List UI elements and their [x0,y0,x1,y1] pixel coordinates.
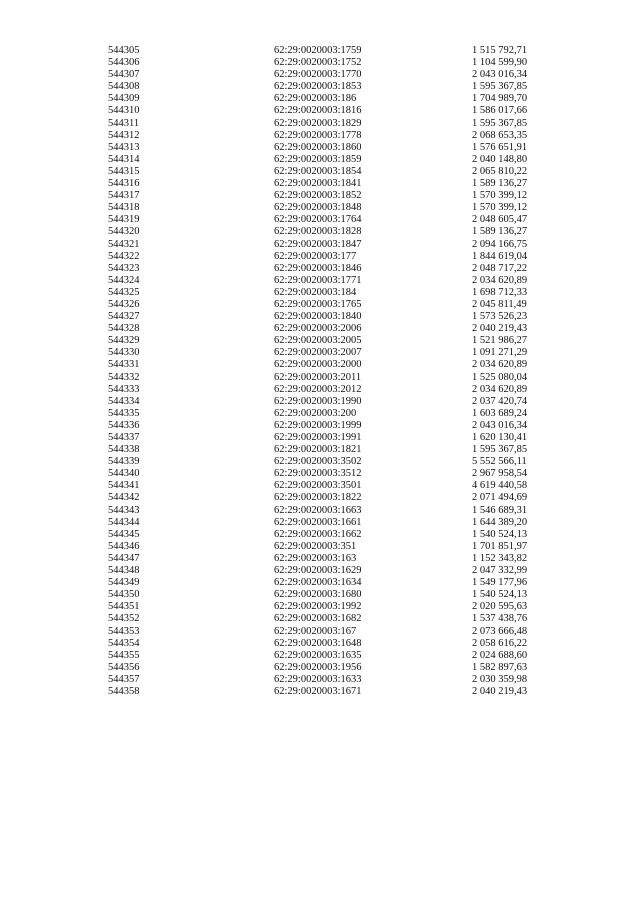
row-number-cell: 544346 [108,540,140,552]
cadastral-number-cell: 62:29:0020003:2005 [274,335,362,347]
cadastral-value-cell: 1 701 851,97 [472,540,528,552]
row-number-cell: 544333 [108,383,140,395]
table-row [108,118,548,130]
cadastral-number-cell: 62:29:0020003:1635 [274,649,362,661]
row-number-cell: 544330 [108,347,140,359]
row-number-cell: 544310 [108,105,140,117]
row-number-cell: 544345 [108,528,140,540]
table-row [108,577,548,589]
cadastral-value-cell: 1 540 524,13 [472,528,528,540]
row-number-cell: 544348 [108,565,140,577]
cadastral-number-cell: 62:29:0020003:1853 [274,81,362,93]
row-number-cell: 544323 [108,262,140,274]
cadastral-value-cell: 2 034 620,89 [472,383,528,395]
cadastral-value-cell: 1 537 438,76 [472,613,528,625]
table-row [108,384,548,396]
cadastral-value-cell: 2 967 958,54 [472,468,528,480]
cadastral-number-cell: 62:29:0020003:1680 [274,589,362,601]
cadastral-value-cell: 2 037 420,74 [472,395,528,407]
row-number-cell: 544312 [108,129,140,141]
table-row [108,468,548,480]
cadastral-number-cell: 62:29:0020003:2007 [274,347,362,359]
cadastral-value-cell: 1 091 271,29 [472,347,528,359]
table-row [108,408,548,420]
row-number-cell: 544356 [108,661,140,673]
cadastral-value-cell: 2 058 616,22 [472,637,528,649]
cadastral-value-cell: 2 045 811,49 [472,298,527,310]
cadastral-number-cell: 62:29:0020003:1752 [274,57,362,69]
table-row [108,190,548,202]
table-row [108,239,548,251]
table-row [108,638,548,650]
table-row [108,553,548,565]
cadastral-number-cell: 62:29:0020003:1682 [274,613,362,625]
row-number-cell: 544324 [108,274,140,286]
table-row [108,69,548,81]
table-row [108,650,548,662]
cadastral-value-cell: 2 024 688,60 [472,649,528,661]
table-row [108,202,548,214]
cadastral-value-cell: 2 040 219,43 [472,685,528,697]
table-row [108,505,548,517]
cadastral-value-cell: 1 595 367,85 [472,81,528,93]
cadastral-number-cell: 62:29:0020003:1771 [274,274,362,286]
table-row [108,444,548,456]
cadastral-value-cell: 2 048 717,22 [472,262,528,274]
row-number-cell: 544351 [108,601,140,613]
cadastral-value-cell: 1 620 130,41 [472,432,528,443]
cadastral-number-cell: 62:29:0020003:1991 [274,432,362,443]
row-number-cell: 544321 [108,238,140,250]
row-number-cell: 544319 [108,214,140,226]
cadastral-value-cell: 2 048 605,47 [472,214,528,226]
cadastral-number-cell: 62:29:0020003:1999 [274,419,362,431]
cadastral-number-cell: 62:29:0020003:1629 [274,565,362,577]
cadastral-value-cell: 1 515 792,71 [472,45,528,56]
cadastral-value-cell: 2 071 494,69 [472,492,528,504]
row-number-cell: 544332 [108,371,140,383]
cadastral-value-cell: 1 595 367,85 [472,117,528,129]
cadastral-number-cell: 62:29:0020003:1816 [274,105,362,117]
row-number-cell: 544343 [108,504,140,516]
table-row [108,214,548,226]
table-row [108,372,548,384]
row-number-cell: 544305 [108,45,140,56]
table-row [108,347,548,359]
cadastral-number-cell: 62:29:0020003:1663 [274,504,362,516]
cadastral-number-cell: 62:29:0020003:2012 [274,383,362,395]
cadastral-value-cell: 1 576 651,91 [472,141,528,153]
row-number-cell: 544327 [108,311,140,323]
cadastral-number-cell: 62:29:0020003:1829 [274,117,362,129]
cadastral-value-cell: 1 104 599,90 [472,57,528,69]
row-number-cell: 544354 [108,637,140,649]
cadastral-number-cell: 62:29:0020003:1633 [274,673,362,685]
cadastral-value-cell: 1 152 343,82 [472,552,528,564]
table-row [108,674,548,686]
cadastral-value-table [108,45,548,698]
cadastral-value-cell: 2 034 620,89 [472,274,528,286]
table-row [108,686,548,698]
cadastral-value-cell: 2 068 653,35 [472,129,528,141]
row-number-cell: 544306 [108,57,140,69]
row-number-cell: 544331 [108,359,140,371]
cadastral-number-cell: 62:29:0020003:1765 [274,298,362,310]
cadastral-number-cell: 62:29:0020003:2000 [274,359,362,371]
cadastral-value-cell: 1 698 712,33 [472,286,528,298]
cadastral-value-cell: 1 644 389,20 [472,516,528,528]
cadastral-number-cell: 62:29:0020003:1854 [274,165,362,177]
row-number-cell: 544326 [108,298,140,310]
row-number-cell: 544342 [108,492,140,504]
table-row [108,456,548,468]
cadastral-value-cell: 1 546 689,31 [472,504,528,516]
row-number-cell: 544308 [108,81,140,93]
cadastral-value-cell: 2 043 016,34 [472,419,528,431]
row-number-cell: 544357 [108,673,140,685]
row-number-cell: 544320 [108,226,140,238]
table-row [108,541,548,553]
cadastral-value-cell: 1 540 524,13 [472,589,528,601]
cadastral-number-cell: 62:29:0020003:1846 [274,262,362,274]
cadastral-number-cell: 62:29:0020003:1852 [274,190,362,202]
cadastral-number-cell: 62:29:0020003:1662 [274,528,362,540]
row-number-cell: 544338 [108,444,140,456]
cadastral-value-cell: 2 034 620,89 [472,359,528,371]
table-row [108,323,548,335]
cadastral-number-cell: 62:29:0020003:1778 [274,129,362,141]
row-number-cell: 544340 [108,468,140,480]
cadastral-number-cell: 62:29:0020003:1841 [274,178,362,190]
row-number-cell: 544337 [108,432,140,443]
cadastral-number-cell: 62:29:0020003:200 [274,407,357,419]
row-number-cell: 544314 [108,153,140,165]
cadastral-number-cell: 62:29:0020003:2006 [274,323,362,335]
row-number-cell: 544336 [108,419,140,431]
table-row [108,662,548,674]
table-row [108,335,548,347]
row-number-cell: 544339 [108,456,140,468]
cadastral-number-cell: 62:29:0020003:167 [274,625,357,637]
row-number-cell: 544353 [108,625,140,637]
row-number-cell: 544315 [108,165,140,177]
table-row [108,154,548,166]
row-number-cell: 544329 [108,335,140,347]
table-row [108,613,548,625]
row-number-cell: 544311 [108,117,140,129]
table-row [108,263,548,275]
table-row [108,275,548,287]
table-row [108,287,548,299]
cadastral-number-cell: 62:29:0020003:184 [274,286,357,298]
cadastral-value-cell: 1 570 399,12 [472,202,528,214]
cadastral-number-cell: 62:29:0020003:2011 [274,371,362,383]
cadastral-number-cell: 62:29:0020003:1671 [274,685,362,697]
row-number-cell: 544322 [108,250,140,262]
cadastral-number-cell: 62:29:0020003:177 [274,250,357,262]
cadastral-number-cell: 62:29:0020003:3502 [274,456,362,468]
row-number-cell: 544347 [108,552,140,564]
row-number-cell: 544334 [108,395,140,407]
cadastral-value-cell: 1 586 017,66 [472,105,528,117]
table-row [108,166,548,178]
table-row [108,251,548,263]
cadastral-value-cell: 1 570 399,12 [472,190,528,202]
row-number-cell: 544358 [108,685,140,697]
cadastral-value-cell: 2 047 332,99 [472,565,528,577]
row-number-cell: 544349 [108,577,140,589]
table-row [108,45,548,57]
table-row [108,105,548,117]
cadastral-number-cell: 62:29:0020003:1956 [274,661,362,673]
table-row [108,311,548,323]
table-row [108,517,548,529]
cadastral-number-cell: 62:29:0020003:1859 [274,153,362,165]
cadastral-value-cell: 2 020 595,63 [472,601,528,613]
cadastral-value-cell: 1 521 986,27 [472,335,528,347]
cadastral-value-cell: 1 589 136,27 [472,178,528,190]
cadastral-number-cell: 62:29:0020003:3512 [274,468,362,480]
row-number-cell: 544350 [108,589,140,601]
cadastral-value-cell: 1 549 177,96 [472,577,528,589]
cadastral-value-cell: 5 552 566,11 [472,456,527,468]
cadastral-value-cell: 2 030 359,98 [472,673,528,685]
cadastral-number-cell: 62:29:0020003:351 [274,540,357,552]
table-row [108,359,548,371]
cadastral-number-cell: 62:29:0020003:1822 [274,492,362,504]
row-number-cell: 544316 [108,178,140,190]
table-row [108,81,548,93]
table-row [108,601,548,613]
cadastral-value-cell: 1 589 136,27 [472,226,528,238]
cadastral-number-cell: 62:29:0020003:3501 [274,480,362,492]
table-row [108,529,548,541]
row-number-cell: 544318 [108,202,140,214]
row-number-cell: 544307 [108,69,140,81]
row-number-cell: 544352 [108,613,140,625]
table-row [108,492,548,504]
cadastral-value-cell: 1 573 526,23 [472,311,528,323]
cadastral-number-cell: 62:29:0020003:1648 [274,637,362,649]
table-row [108,130,548,142]
table-row [108,178,548,190]
cadastral-value-cell: 2 065 810,22 [472,165,528,177]
row-number-cell: 544317 [108,190,140,202]
cadastral-value-cell: 1 603 689,24 [472,407,528,419]
cadastral-number-cell: 62:29:0020003:1860 [274,141,362,153]
row-number-cell: 544309 [108,93,140,105]
cadastral-value-cell: 2 040 148,80 [472,153,528,165]
cadastral-number-cell: 62:29:0020003:1992 [274,601,362,613]
cadastral-number-cell: 62:29:0020003:1840 [274,311,362,323]
cadastral-number-cell: 62:29:0020003:1764 [274,214,362,226]
row-number-cell: 544335 [108,407,140,419]
table-row [108,226,548,238]
cadastral-number-cell: 62:29:0020003:1634 [274,577,362,589]
table-row [108,626,548,638]
table-row [108,142,548,154]
cadastral-number-cell: 62:29:0020003:1661 [274,516,362,528]
cadastral-value-cell: 1 595 367,85 [472,444,528,456]
row-number-cell: 544344 [108,516,140,528]
table-row [108,420,548,432]
cadastral-number-cell: 62:29:0020003:1828 [274,226,362,238]
cadastral-number-cell: 62:29:0020003:1847 [274,238,362,250]
row-number-cell: 544341 [108,480,140,492]
cadastral-number-cell: 62:29:0020003:186 [274,93,357,105]
table-row [108,396,548,408]
cadastral-value-cell: 2 043 016,34 [472,69,528,81]
cadastral-number-cell: 62:29:0020003:1759 [274,45,362,56]
cadastral-value-cell: 1 704 989,70 [472,93,528,105]
cadastral-number-cell: 62:29:0020003:163 [274,552,357,564]
row-number-cell: 544355 [108,649,140,661]
cadastral-number-cell: 62:29:0020003:1770 [274,69,362,81]
table-row [108,432,548,444]
table-row [108,480,548,492]
cadastral-number-cell: 62:29:0020003:1848 [274,202,362,214]
cadastral-number-cell: 62:29:0020003:1990 [274,395,362,407]
table-row [108,565,548,577]
cadastral-value-cell: 2 073 666,48 [472,625,528,637]
row-number-cell: 544325 [108,286,140,298]
row-number-cell: 544328 [108,323,140,335]
cadastral-value-cell: 2 094 166,75 [472,238,528,250]
cadastral-value-cell: 4 619 440,58 [472,480,528,492]
row-number-cell: 544313 [108,141,140,153]
table-row [108,93,548,105]
table-row [108,57,548,69]
table-row [108,589,548,601]
cadastral-number-cell: 62:29:0020003:1821 [274,444,362,456]
table-row [108,299,548,311]
cadastral-value-cell: 1 844 619,04 [472,250,528,262]
cadastral-value-cell: 2 040 219,43 [472,323,528,335]
cadastral-value-cell: 1 582 897,63 [472,661,528,673]
cadastral-value-cell: 1 525 080,04 [472,371,528,383]
